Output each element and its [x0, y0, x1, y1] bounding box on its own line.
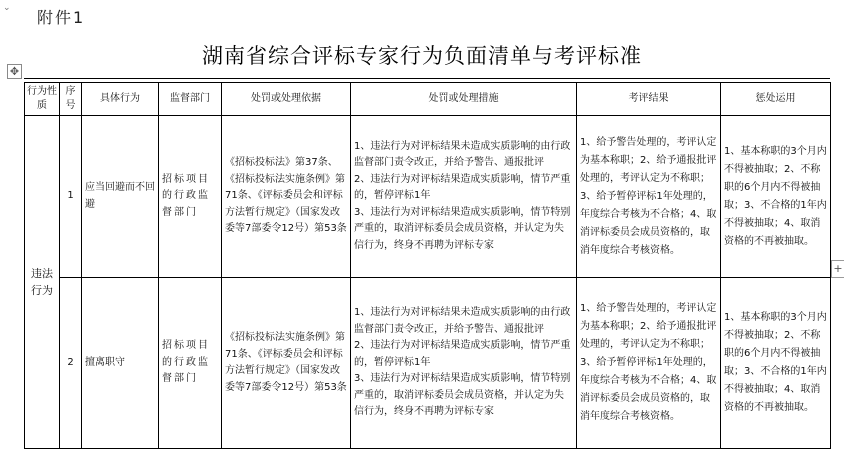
add-column-icon[interactable]: + [831, 260, 844, 278]
header-basis: 处罚或处理依据 [222, 83, 351, 116]
application-cell: 1、基本称职的3个月内不得被抽取；2、不称职的6个月内不得被抽取；3、不合格的1年内不得被抽取；4、取消资格的不再被抽取。 [721, 278, 831, 449]
header-department: 监督部门 [159, 83, 222, 116]
group-label-cell: 违法行为 [25, 116, 60, 449]
header-application: 惩处运用 [721, 83, 831, 116]
application-cell: 1、基本称职的3个月内不得被抽取；2、不称职的6个月内不得被抽取；3、不合格的1年内不得被抽取；4、取消资格的不再被抽取。 [721, 116, 831, 278]
measure-item: 1、违法行为对评标结果未造成实质影响的由行政监督部门责令改正，并给予警告、通报批评 [354, 140, 571, 169]
result-cell: 1、给予警告处理的，考评认定为基本称职；2、给予通报批评处理的，考评认定为不称职；3、给予暂停评标1年处理的，年度综合考核为不合格；4、取消评标委员会成员资格的，取消年度综合考核资格。 [577, 116, 721, 278]
result-cell: 1、给予警告处理的，考评认定为基本称职；2、给予通报批评处理的，考评认定为不称职；3、给予暂停评标1年处理的，年度综合考核为不合格；4、取消评标委员会成员资格的，取消年度综合考核资格。 [577, 278, 721, 449]
table-row [25, 278, 831, 449]
basis-cell: 《招标投标法》第37条、《招标投标法实施条例》第71条、《评标委员会和评标方法暂行规定》（国家发改委等7部委令12号）第53条 [222, 116, 351, 278]
table-header-row [25, 83, 831, 116]
measure-item: 2、违法行为对评标结果造成实质影响，情节严重的，暂停评标1年 [354, 340, 571, 368]
header-result: 考评结果 [577, 83, 721, 116]
negative-list-table[interactable] [24, 82, 831, 449]
attachment-label: 附件1 [37, 8, 86, 27]
document-title: 湖南省综合评标专家行为负面清单与考评标准 [202, 44, 642, 68]
header-nature: 行为性质 [25, 83, 60, 116]
header-measures: 处罚或处理措施 [351, 83, 577, 116]
row-number: 2 [60, 278, 82, 449]
header-number: 序号 [60, 83, 82, 116]
conduct-cell: 擅离职守 [82, 278, 159, 449]
department-cell: 招标项目的行政监督部门 [159, 278, 222, 449]
measure-item: 2、违法行为对评标结果造成实质影响，情节严重的，暂停评标1年 [354, 173, 571, 202]
table-top-border [24, 78, 830, 79]
margin-corner-mark: ⌄ [3, 3, 11, 13]
measure-item: 3、违法行为对评标结果造成实质影响，情节特别严重的，取消评标委员会成员资格，并认定为失信行为，终身不再聘为评标专家 [354, 206, 571, 251]
table-move-handle-icon[interactable]: ✥ [7, 64, 22, 79]
measure-item: 1、违法行为对评标结果未造成实质影响的由行政监督部门责令改正，并给予警告、通报批评 [354, 307, 571, 335]
table-row [25, 116, 831, 278]
measure-item: 3、违法行为对评标结果造成实质影响，情节特别严重的，取消评标委员会成员资格，并认定为失信行为，终身不再聘为评标专家 [354, 373, 571, 418]
measures-cell [351, 278, 577, 449]
basis-cell: 《招标投标法实施条例》第71条、《评标委员会和评标方法暂行规定》（国家发改委等7部委令12号）第53条 [222, 278, 351, 449]
measures-cell [351, 116, 577, 278]
department-cell: 招标项目的行政监督部门 [159, 116, 222, 278]
header-conduct: 具体行为 [82, 83, 159, 116]
row-number: 1 [60, 116, 82, 278]
conduct-cell: 应当回避而不回避 [82, 116, 159, 278]
